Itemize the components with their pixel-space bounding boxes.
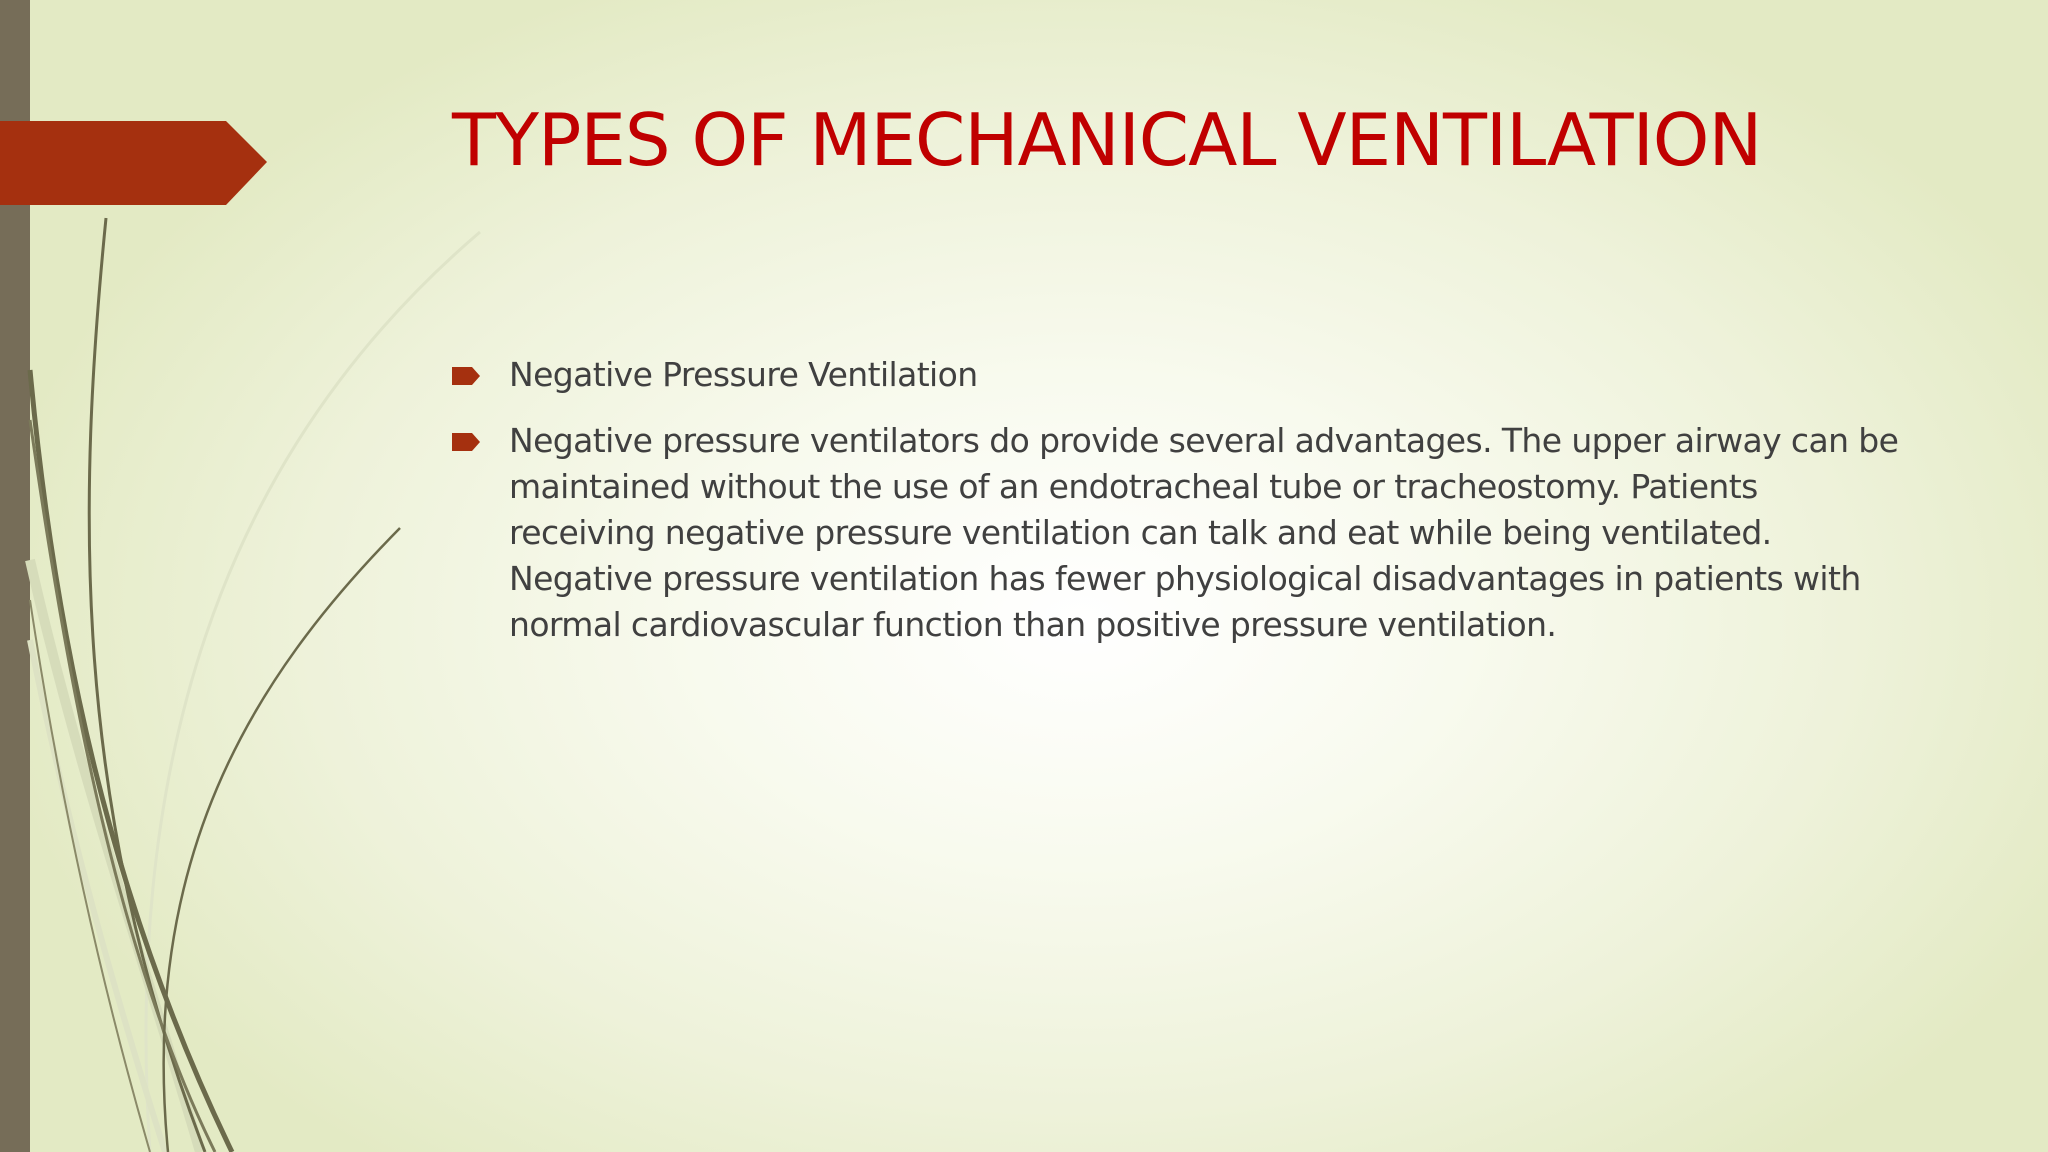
olive-curve-3	[30, 420, 215, 1152]
bullet-text-1: Negative Pressure Ventilation	[509, 355, 978, 394]
title-arrow-banner	[0, 121, 267, 205]
slide-title: TYPES OF MECHANICAL VENTILATION	[452, 98, 1762, 182]
bullet-item-1	[452, 352, 1912, 398]
faint-curve-3	[30, 640, 165, 1152]
faint-curve-1	[146, 232, 480, 1152]
bullet-list	[452, 352, 1912, 668]
olive-curve-5	[30, 600, 150, 1152]
bullet-text-2: Negative pressure ventilators do provide several advantages. The upper airway can be maintained without the use of an endotracheal tube or tracheostomy. Patients receiving negative pressure ventilation can talk and eat while being ventilated. Negative pressure ventilation has fewer physiological disadvantages in patients with normal cardiovascular function than positive pressure ventilation.	[509, 421, 1899, 644]
olive-curve-4	[164, 528, 400, 1152]
arrow-bullet-icon	[452, 433, 480, 451]
bullet-item-2	[452, 418, 1912, 648]
arrow-bullet-icon	[452, 367, 480, 385]
